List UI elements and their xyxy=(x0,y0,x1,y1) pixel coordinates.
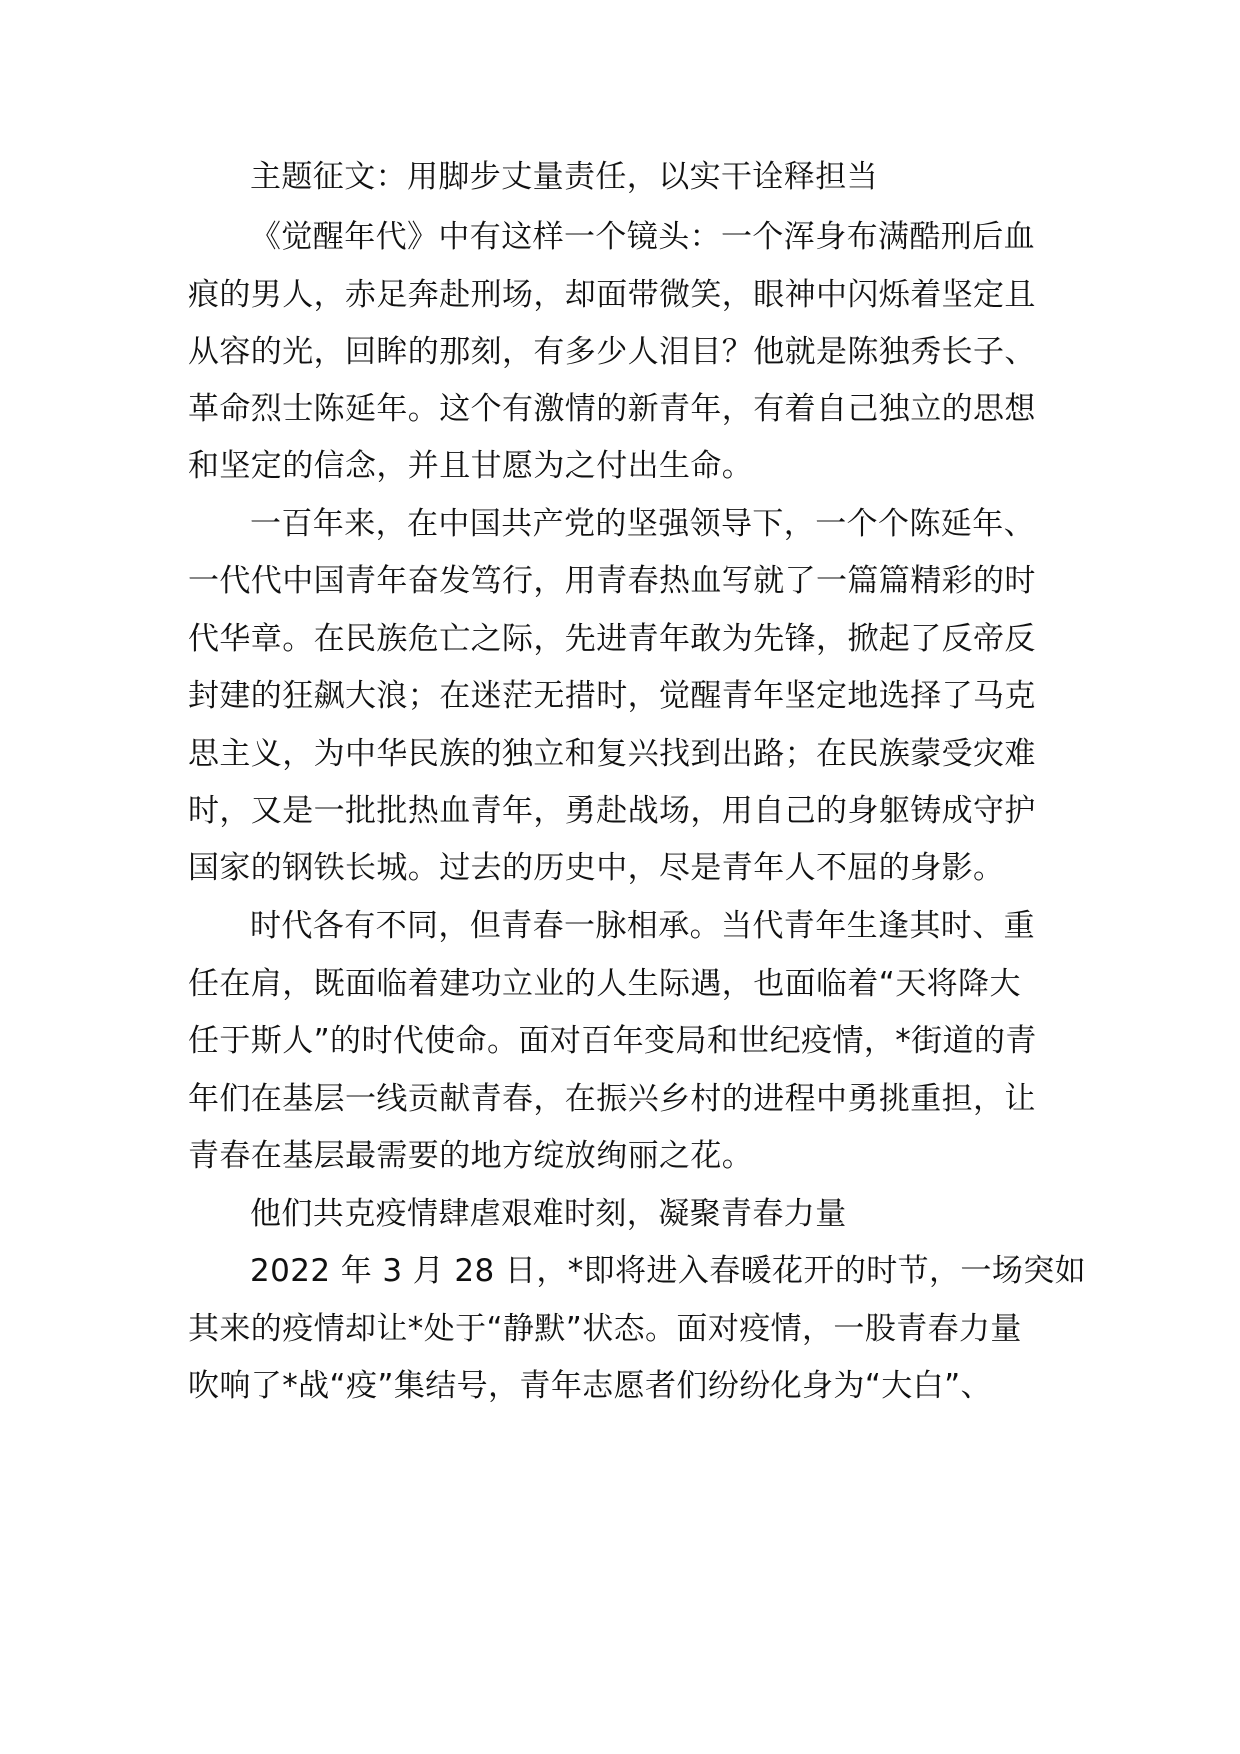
paragraph-line: 吹响了*战“疫”集结号，青年志愿者们纷纷化身为“大白”、 xyxy=(188,1368,992,1404)
paragraph-line: 从容的光，回眸的那刻，有多少人泪目？他就是陈独秀长子、 xyxy=(188,334,1036,370)
paragraph-line: 任在肩，既面临着建功立业的人生际遇，也面临着“天将降大 xyxy=(188,966,1021,1002)
paragraph-line: 封建的狂飙大浪；在迷茫无措时，觉醒青年坚定地选择了马克 xyxy=(188,678,1036,714)
section-heading: 他们共克疫情肆虐艰难时刻，凝聚青春力量 xyxy=(250,1196,847,1232)
paragraph-line: 革命烈士陈延年。这个有激情的新青年，有着自己独立的思想 xyxy=(188,391,1036,427)
paragraph-line: 痕的男人，赤足奔赴刑场，却面带微笑，眼神中闪烁着坚定且 xyxy=(188,277,1036,313)
paragraph-line: 年们在基层一线贡献青春，在振兴乡村的进程中勇挑重担，让 xyxy=(188,1081,1036,1117)
paragraph-line: 一百年来，在中国共产党的坚强领导下，一个个陈延年、 xyxy=(250,506,1035,542)
paragraph-line: 国家的钢铁长城。过去的历史中，尽是青年人不屈的身影。 xyxy=(188,850,1005,886)
paragraph-line: 代华章。在民族危亡之际，先进青年敢为先锋，掀起了反帝反 xyxy=(188,621,1036,657)
paragraph-line: 一代代中国青年奋发笃行，用青春热血写就了一篇篇精彩的时 xyxy=(188,563,1036,599)
paragraph-line: 2022 年 3 月 28 日，*即将进入春暖花开的时节，一场突如 xyxy=(250,1253,1087,1289)
paragraph-line: 时，又是一批批热血青年，勇赴战场，用自己的身躯铸成守护 xyxy=(188,793,1036,829)
paragraph-line: 思主义，为中华民族的独立和复兴找到出路；在民族蒙受灾难 xyxy=(188,736,1036,772)
essay-title: 主题征文：用脚步丈量责任，以实干诠释担当 xyxy=(250,159,878,195)
paragraph-line: 时代各有不同，但青春一脉相承。当代青年生逢其时、重 xyxy=(250,908,1035,944)
paragraph-line: 其来的疫情却让*处于“静默”状态。面对疫情，一股青春力量 xyxy=(188,1311,1022,1347)
paragraph-line: 和坚定的信念，并且甘愿为之付出生命。 xyxy=(188,448,754,484)
paragraph-line: 任于斯人”的时代使命。面对百年变局和世纪疫情，*街道的青 xyxy=(188,1023,1037,1059)
paragraph-line: 《觉醒年代》中有这样一个镜头：一个浑身布满酷刑后血 xyxy=(250,219,1035,255)
paragraph-line: 青春在基层最需要的地方绽放绚丽之花。 xyxy=(188,1138,754,1174)
